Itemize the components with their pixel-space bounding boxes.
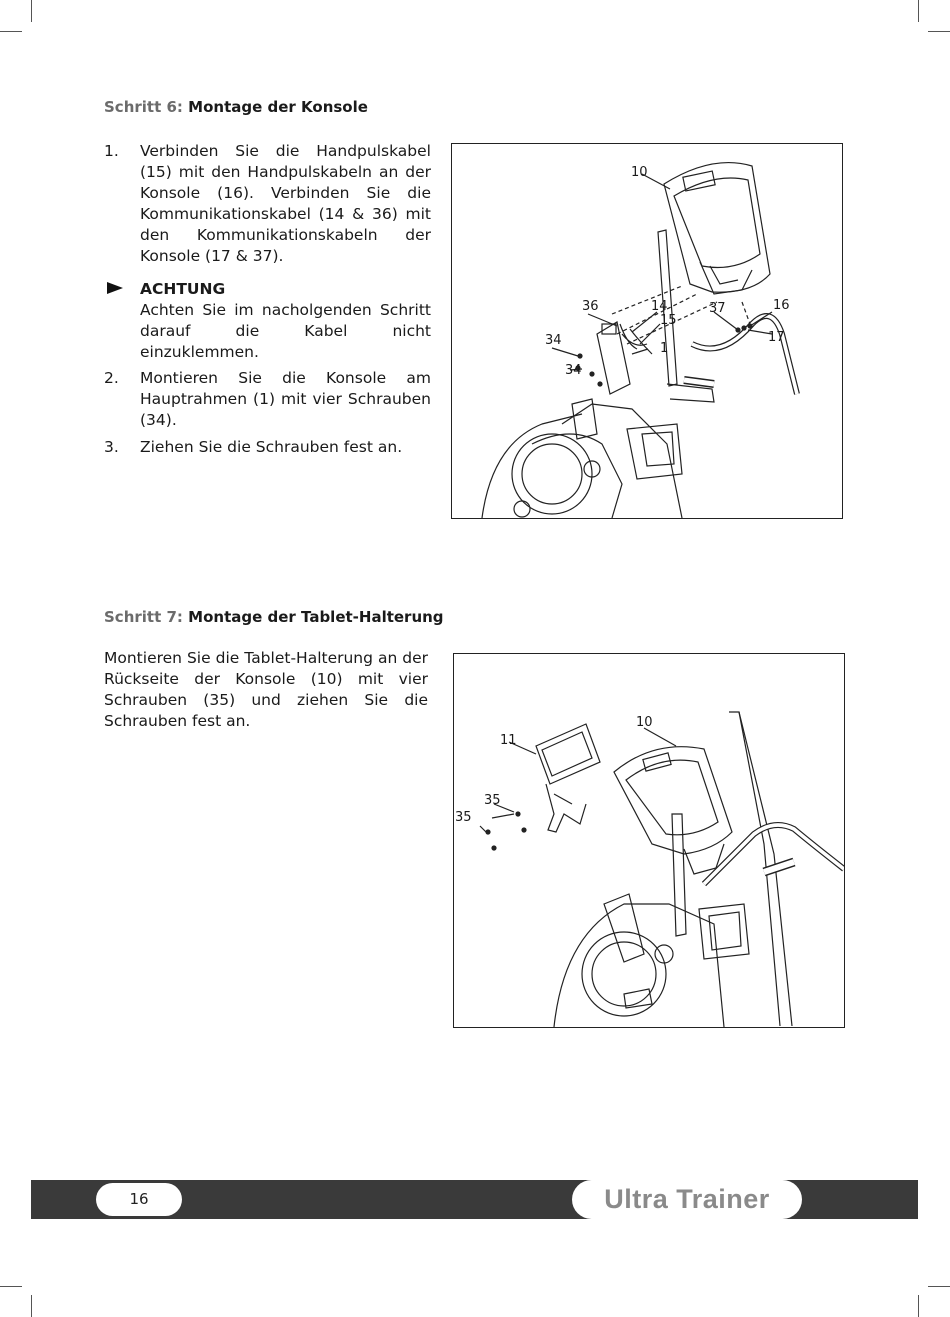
list-item [104,141,431,267]
step6-assembly-figure [451,143,843,519]
item-text: Montieren Sie die Konsole am Hauptrahmen (1) mit vier Schrauben (34). [140,369,431,429]
part-label: 11 [500,733,517,748]
brand-pill [572,1180,802,1219]
tablet-holder-drawing [454,654,844,1027]
warning-text: Achten Sie im nacholgenden Schritt darauf die Kabel nicht einzuklemmen. [140,301,431,361]
part-label: 14 [651,299,668,314]
step7-prefix: Schritt 7: [104,608,183,626]
part-label: 35 [455,810,472,825]
part-label: 10 [631,165,648,180]
part-label: 1 [660,341,669,356]
crop-mark [928,1286,950,1287]
item-text: Verbinden Sie die Handpulskabel (15) mit den Handpulskabeln an der Konsole (16). Verbinden Sie die Kommunikationskabel (14 & 36) mit den Kommunikationskabeln der Konsole (17 & 37). [140,142,431,265]
part-label: 16 [773,298,790,313]
page-number: 16 [129,1190,149,1208]
step7-title: Montage der Tablet-Halterung [188,608,444,626]
brand-logo: Ultra Trainer [604,1184,770,1214]
crop-mark [928,31,950,32]
step6-heading [104,98,368,116]
crop-mark [918,1295,919,1317]
item-number: 3. [104,438,119,456]
part-label: 10 [636,715,653,730]
warning-title: ACHTUNG [140,280,226,298]
part-label: 17 [768,330,785,345]
step6-title: Montage der Konsole [188,98,368,116]
crop-mark [0,31,22,32]
part-label: 34 [565,363,582,378]
list-item [104,437,431,458]
crop-mark [0,1286,22,1287]
warning-arrow-icon [107,282,123,294]
part-label: 34 [545,333,562,348]
step7-heading [104,608,444,626]
step7-assembly-figure [453,653,845,1028]
item-text: Ziehen Sie die Schrauben fest an. [140,438,403,456]
step6-prefix: Schritt 6: [104,98,183,116]
part-label: 36 [582,299,599,314]
warning-block [104,279,431,363]
page-number-pill [96,1183,182,1216]
item-number: 2. [104,369,119,387]
item-number: 1. [104,142,119,160]
part-label: 35 [484,793,501,808]
part-label: 37 [709,301,726,316]
step7-text: Montieren Sie die Tablet-Halterung an der Rückseite der Konsole (10) mit vier Schrauben (35) und ziehen Sie die Schrauben fest an. [104,649,428,730]
crop-mark [31,0,32,22]
crop-mark [918,0,919,22]
step6-instructions [104,141,431,458]
crop-mark [31,1295,32,1317]
list-item [104,368,431,431]
part-label: 15 [660,313,677,328]
